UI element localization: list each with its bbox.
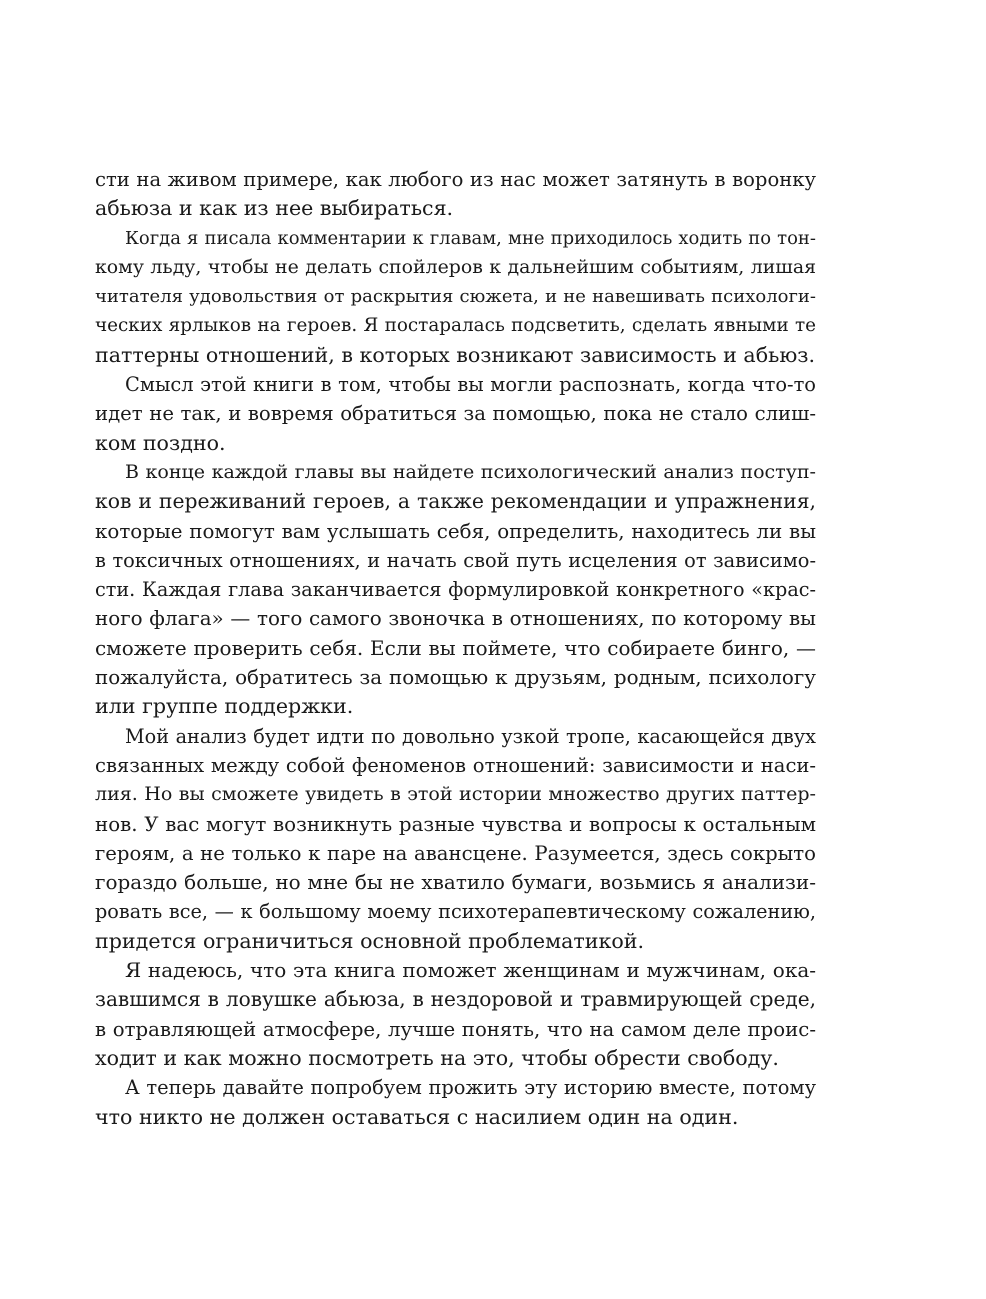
text-line: Смысл этой книги в том, чтобы вы могли распознать, когда что-то bbox=[125, 373, 816, 397]
text-line: ком поздно. bbox=[95, 430, 226, 455]
text-line: пожалуйста, обратитесь за помощью к друзьям, родным, психологу bbox=[95, 666, 816, 690]
text-line: или группе поддержки. bbox=[95, 694, 354, 719]
text-line: ровать все, — к большому моему психотерапевтическому сожалению, bbox=[95, 900, 816, 924]
text-line: нов. У вас могут возникнуть разные чувства и вопросы к остальным bbox=[95, 812, 816, 836]
text-line: героям, а не только к паре на авансцене. Разумеется, здесь сокрыто bbox=[95, 841, 816, 865]
text-line: Я надеюсь, что эта книга поможет женщинам и мужчинам, ока- bbox=[125, 958, 816, 983]
text-line: завшимся в ловушке абьюза, в нездоровой и травмирующей среде, bbox=[95, 987, 816, 1012]
paragraph-7 bbox=[95, 1073, 816, 1132]
text-line: лия. Но вы сможете увидеть в этой истории множество других паттер- bbox=[95, 783, 816, 806]
text-line: которые помогут вам услышать себя, определить, находитесь ли вы bbox=[95, 519, 816, 543]
text-line: сти на живом примере, как любого из нас может затянуть в воронку bbox=[95, 168, 816, 191]
text-line: читателя удовольствия от раскрытия сюжета, и не навешивать психологи- bbox=[95, 286, 816, 308]
text-line: ков и переживаний героев, а также рекомендации и упражнения, bbox=[95, 489, 816, 514]
text-line: связанных между собой феноменов отношений: зависимости и наси- bbox=[95, 753, 816, 777]
text-line: гораздо больше, но мне бы не хватило бумаги, возьмись я анализи- bbox=[95, 870, 816, 895]
body-text bbox=[95, 165, 816, 1132]
text-line: идет не так, и вовремя обратиться за помощью, пока не стало слиш- bbox=[95, 402, 816, 426]
text-line: что никто не должен оставаться с насилием один на один. bbox=[95, 1104, 739, 1129]
paragraph-1 bbox=[95, 165, 816, 224]
text-line: паттерны отношений, в которых возникают зависимость и абьюз. bbox=[95, 342, 816, 367]
paragraph-6 bbox=[95, 956, 816, 1073]
text-line: В конце каждой главы вы найдете психологический анализ поступ- bbox=[125, 460, 816, 483]
text-line: Мой анализ будет идти по довольно узкой тропе, касающейся двух bbox=[125, 724, 816, 748]
paragraph-3 bbox=[95, 370, 816, 458]
text-line: кому льду, чтобы не делать спойлеров к дальнейшим событиям, лишая bbox=[95, 255, 816, 278]
text-line: ходит и как можно посмотреть на это, чтобы обрести свободу. bbox=[95, 1045, 779, 1070]
text-line: сможете проверить себя. Если вы поймете, что собираете бинго, — bbox=[95, 635, 816, 660]
paragraph-4 bbox=[95, 458, 816, 722]
text-line: сти. Каждая глава заканчивается формулировкой конкретного «крас- bbox=[95, 578, 816, 602]
text-line: абьюза и как из нее выбираться. bbox=[95, 196, 454, 221]
text-line: Когда я писала комментарии к главам, мне приходилось ходить по тон- bbox=[125, 227, 816, 249]
paragraph-2 bbox=[95, 224, 816, 370]
text-line: ческих ярлыков на героев. Я постаралась подсветить, сделать явными те bbox=[95, 315, 816, 337]
text-line: в отравляющей атмосфере, лучше понять, что на самом деле проис- bbox=[95, 1017, 816, 1041]
text-line: придется ограничиться основной проблематикой. bbox=[95, 928, 645, 953]
text-line: в токсичных отношениях, и начать свой путь исцеления от зависимо- bbox=[95, 548, 816, 572]
paragraph-5 bbox=[95, 722, 816, 956]
text-line: ного флага» — того самого звоночка в отношениях, по которому вы bbox=[95, 607, 816, 631]
text-line: А теперь давайте попробуем прожить эту историю вместе, потому bbox=[125, 1076, 816, 1100]
